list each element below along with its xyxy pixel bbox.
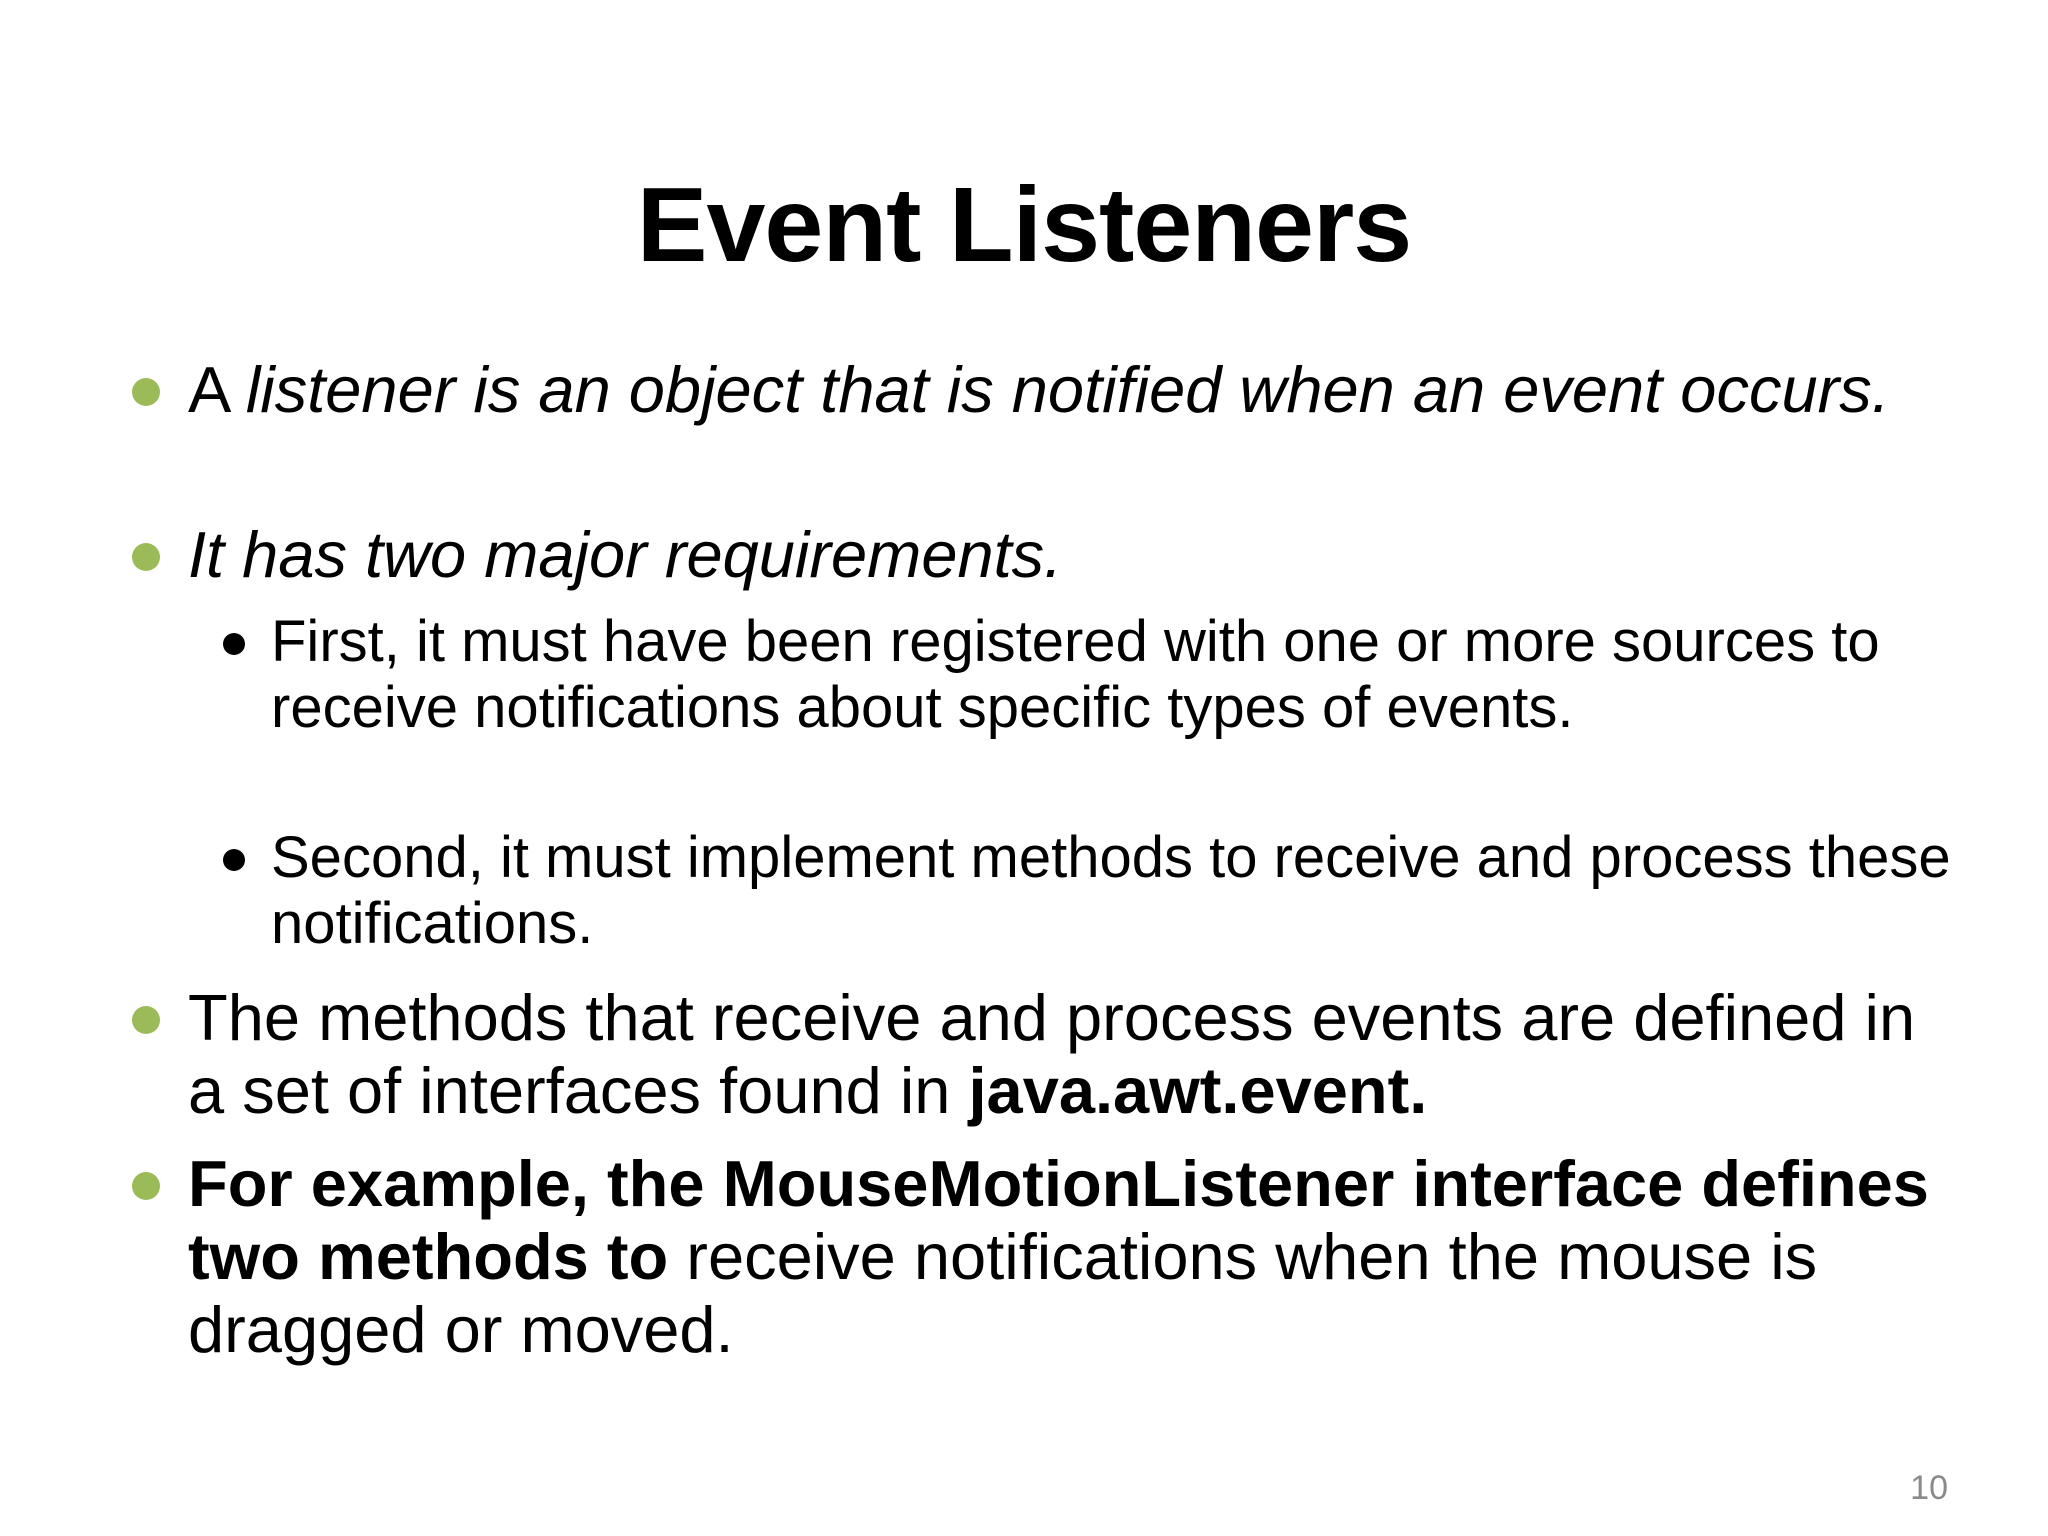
bullet-dot-icon [132,1006,160,1034]
sub-bullet-first [271,609,1971,741]
bullet-1-prefix: A [188,353,246,426]
sub-bullet-second [271,825,1971,957]
bullet-requirements [188,518,1968,591]
bullet-example [188,1147,1968,1366]
bullet-5-text: receive notifications when the mouse is dragged or moved. [188,1220,1818,1366]
sub-bullet-1-text: First, it must have been registered with one or more sources to receive notifications about specific types of events. [271,609,1880,740]
bullet-4-text: The methods that receive and process events are defined in a set of interfaces found in [188,981,1916,1127]
page-number: 10 [1910,1469,1948,1507]
bullet-methods [188,981,1968,1127]
sub-bullet-2-text: Second, it must implement methods to receive and process these notifications. [271,825,1951,956]
bullet-5-bold-text: For example, the MouseMotionListener interface defines two methods to [188,1147,1929,1293]
bullet-1-italic-text: listener is an object that is notified when an event occurs. [245,353,1890,426]
bullet-2-italic-text: It has two major requirements. [188,518,1063,591]
bullet-listener-definition [188,353,1968,426]
slide-title: Event Listeners [636,166,1412,284]
sub-bullet-dot-icon [223,633,245,655]
bullet-dot-icon [132,378,160,406]
bullet-dot-icon [132,1172,160,1200]
bullet-dot-icon [132,543,160,571]
bullet-4-bold-text: java.awt.event. [968,1054,1428,1127]
sub-bullet-dot-icon [223,849,245,871]
